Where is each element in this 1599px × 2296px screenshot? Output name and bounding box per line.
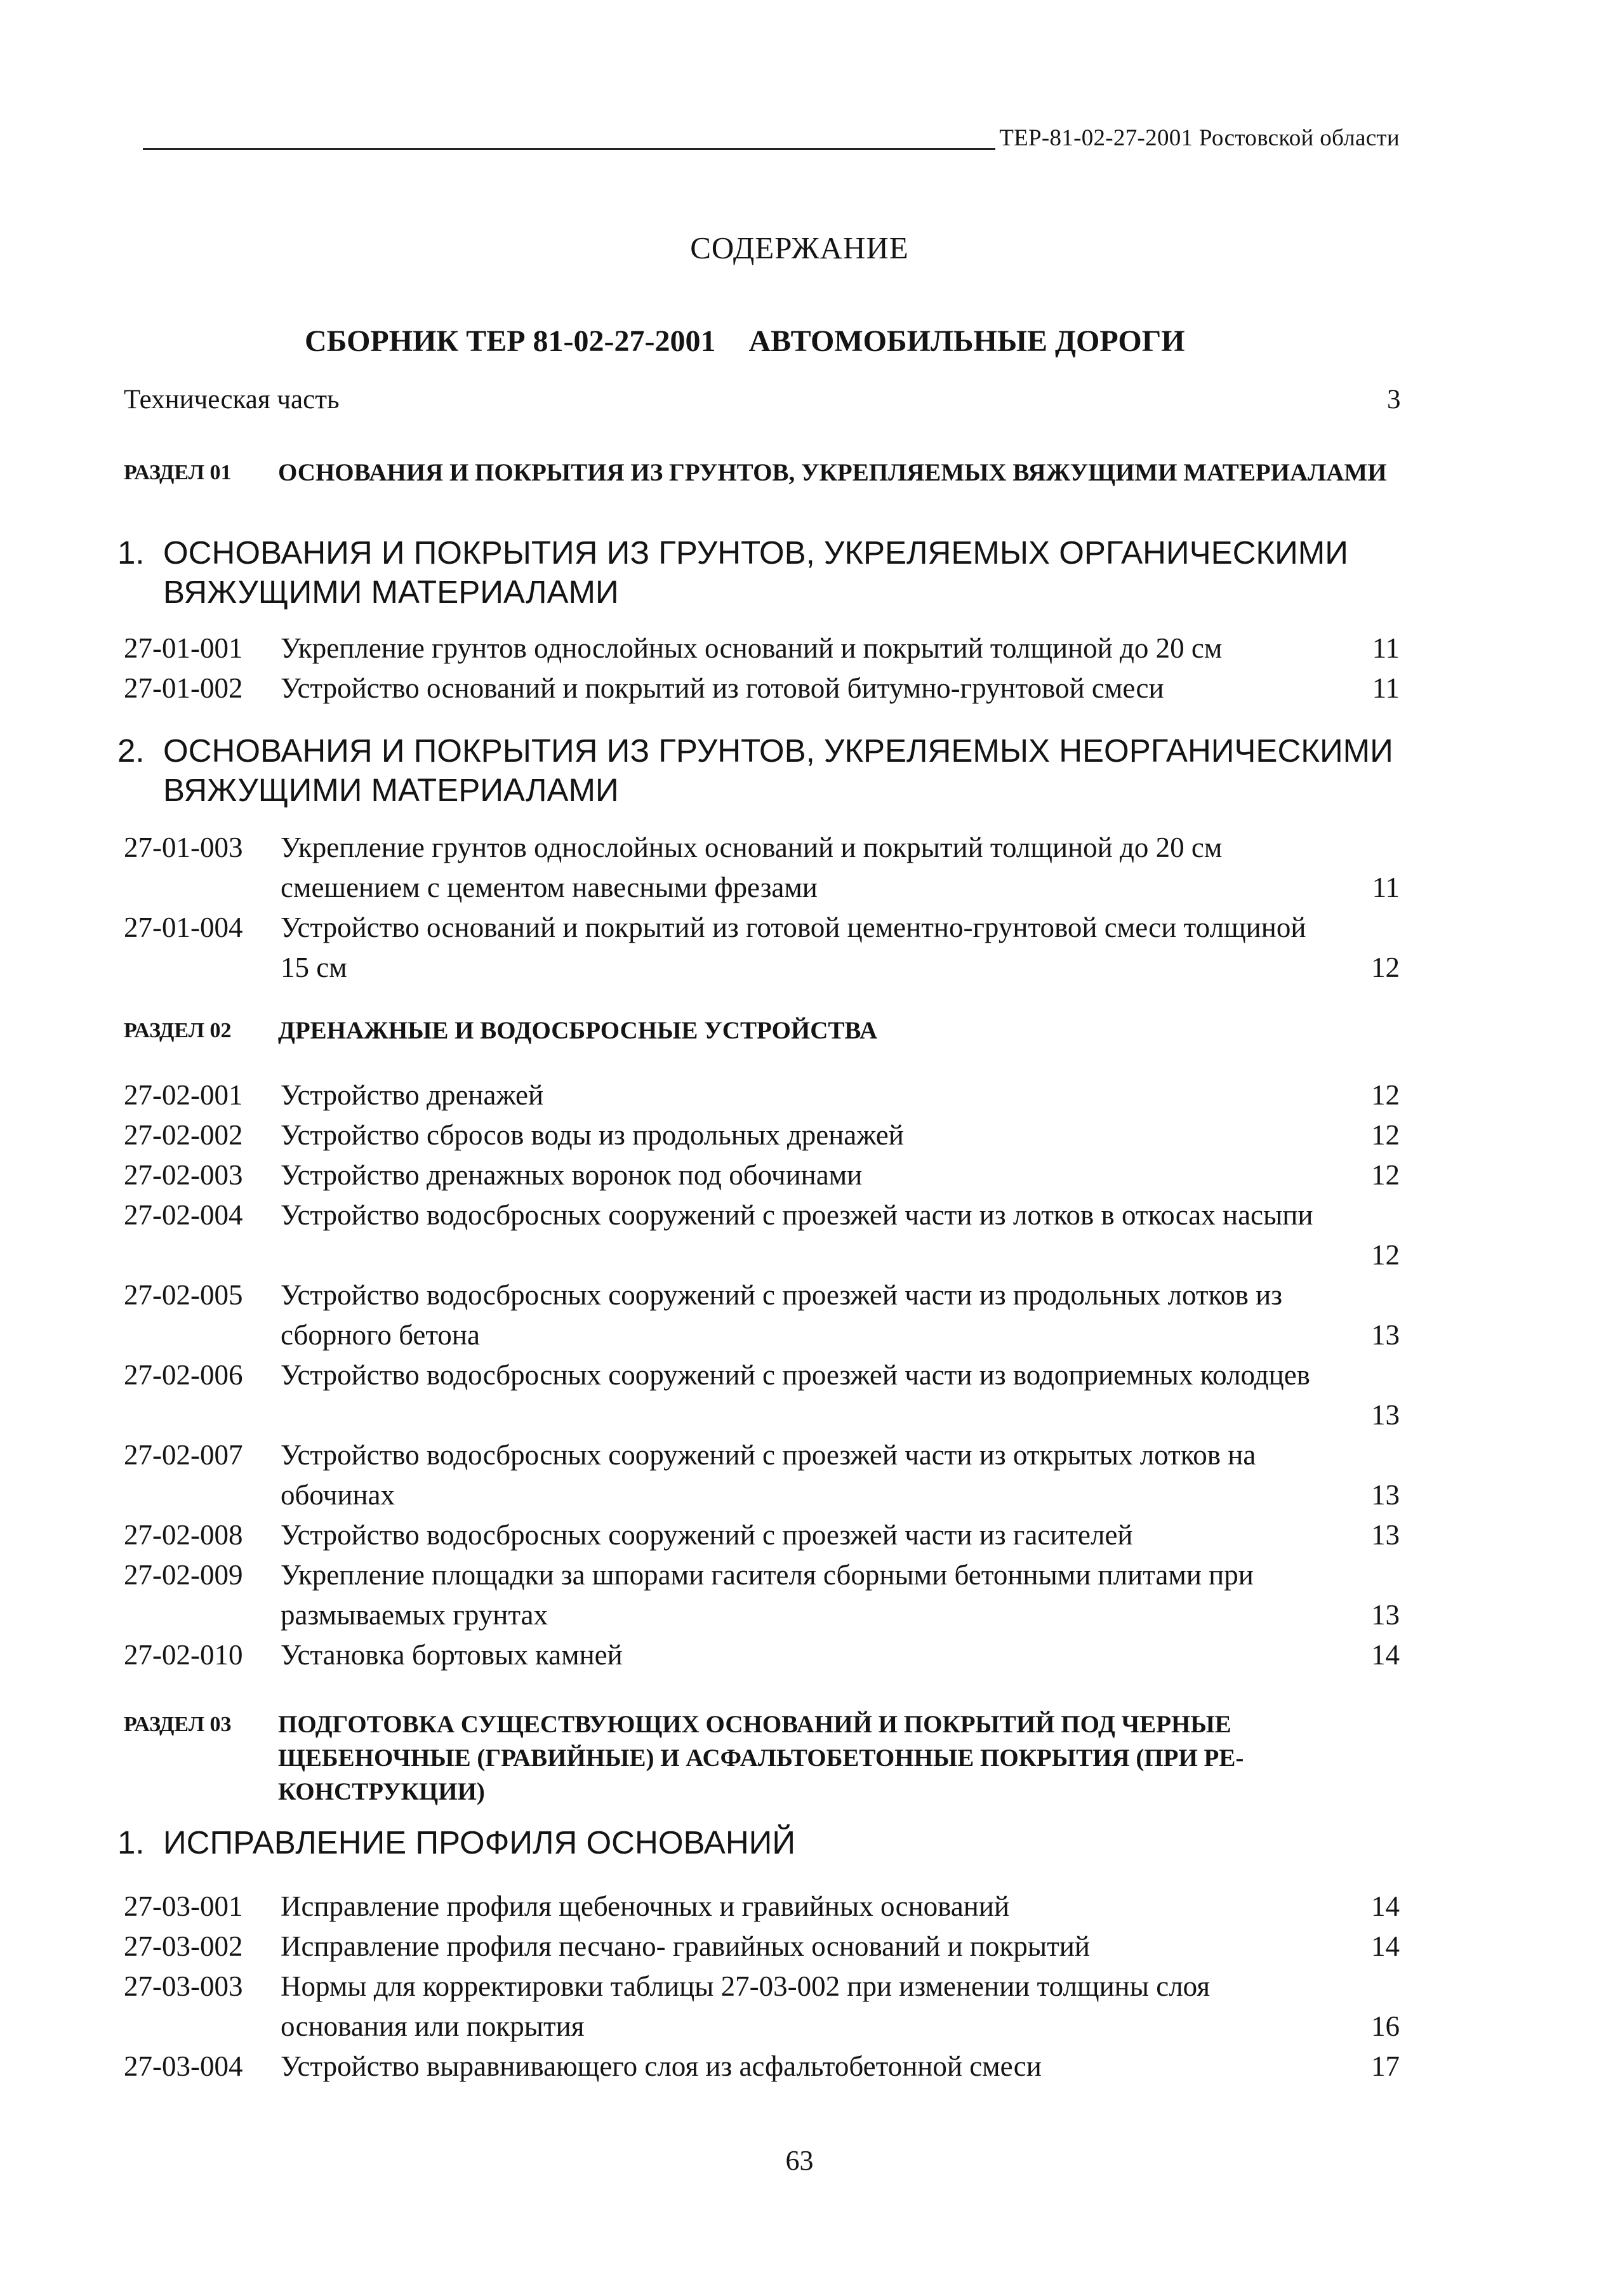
entry-code: 27-02-004 bbox=[124, 1199, 243, 1231]
entry-title: Укрепление грунтов однослойных оснований и покрытий толщиной до 20 см bbox=[281, 632, 1223, 664]
toc-entry[interactable] bbox=[124, 1515, 1400, 1555]
entry-code: 27-02-001 bbox=[124, 1079, 243, 1111]
entry-title: Укрепление площадки за шпорами гасителя сборными бетонными плитами при размываемых грунтах bbox=[281, 1559, 1254, 1631]
subsection-number: 1. bbox=[117, 534, 145, 571]
entry-code: 27-02-005 bbox=[124, 1279, 243, 1311]
entry-page: 11 bbox=[1372, 872, 1400, 903]
running-header bbox=[143, 124, 1400, 152]
entry-page: 13 bbox=[1371, 1519, 1400, 1551]
entry-title: Устройство водосбросных сооружений с проезжей части из открытых лотков на обочинах bbox=[281, 1439, 1256, 1511]
subsection-title: ИСПРАВЛЕНИЕ ПРОФИЛЯ ОСНОВАНИЙ bbox=[163, 1824, 795, 1861]
entry-page: 13 bbox=[1371, 1599, 1400, 1631]
entry-code: 27-03-004 bbox=[124, 2050, 243, 2082]
collection-title bbox=[305, 324, 1185, 359]
subsection-number: 1. bbox=[117, 1824, 145, 1861]
toc-entry[interactable] bbox=[124, 1967, 1400, 2047]
entry-code: 27-03-001 bbox=[124, 1890, 243, 1922]
entry-title: Установка бортовых камней bbox=[281, 1639, 623, 1671]
subsection-number: 2. bbox=[117, 733, 145, 769]
entry-page: 12 bbox=[1371, 1159, 1400, 1191]
toc-entry[interactable] bbox=[124, 908, 1400, 988]
subsection-title: ОСНОВАНИЯ И ПОКРЫТИЯ ИЗ ГРУНТОВ, УКРЕЛЯЕМЫХ НЕОРГАНИЧЕСКИМИ ВЯЖУЩИМИ МАТЕРИАЛАМИ bbox=[163, 733, 1393, 808]
entry-page: 14 bbox=[1371, 1890, 1400, 1922]
entry-code: 27-02-009 bbox=[124, 1559, 243, 1591]
toc-entry[interactable] bbox=[124, 1195, 1400, 1275]
toc-entry[interactable] bbox=[124, 1355, 1400, 1435]
entry-page: 17 bbox=[1371, 2050, 1400, 2082]
collection-name: АВТОМОБИЛЬНЫЕ ДОРОГИ bbox=[748, 324, 1185, 358]
entry-page: 16 bbox=[1371, 2010, 1400, 2042]
entry-title: Устройство дренажных воронок под обочинами bbox=[281, 1159, 863, 1191]
toc-entry[interactable] bbox=[124, 2047, 1400, 2087]
entry-code: 27-02-002 bbox=[124, 1119, 243, 1151]
entry-title: Исправление профиля песчано- гравийных оснований и покрытий bbox=[281, 1930, 1090, 1962]
entry-code: 27-01-003 bbox=[124, 832, 243, 863]
entry-title: Устройство водосбросных сооружений с проезжей части из гасителей bbox=[281, 1519, 1133, 1551]
entry-code: 27-02-010 bbox=[124, 1639, 243, 1671]
subsection-title: ОСНОВАНИЯ И ПОКРЫТИЯ ИЗ ГРУНТОВ, УКРЕЛЯЕМЫХ ОРГАНИЧЕСКИМИ ВЯЖУЩИМИ МАТЕРИАЛАМИ bbox=[163, 534, 1348, 610]
technical-part-label: Техническая часть bbox=[124, 385, 340, 415]
technical-part-page: 3 bbox=[1387, 385, 1401, 415]
toc-entry[interactable] bbox=[124, 828, 1400, 908]
collection-code: СБОРНИК ТЕР 81-02-27-2001 bbox=[305, 324, 716, 358]
section-code: РАЗДЕЛ 03 bbox=[124, 1713, 232, 1736]
entry-page: 11 bbox=[1372, 672, 1400, 704]
entry-code: 27-01-002 bbox=[124, 672, 243, 704]
page-title: СОДЕРЖАНИЕ bbox=[690, 230, 909, 265]
toc-entry[interactable] bbox=[124, 1275, 1400, 1355]
toc-entry[interactable] bbox=[124, 1155, 1400, 1195]
entry-title: Нормы для корректировки таблицы 27-03-002 при изменении толщины слоя основания или покрытия bbox=[281, 1970, 1211, 2042]
toc-entry[interactable] bbox=[124, 628, 1400, 668]
entry-title: Устройство оснований и покрытий из готовой цементно-грунтовой смеси толщиной 15 см bbox=[281, 912, 1306, 983]
entry-code: 27-03-002 bbox=[124, 1930, 243, 1962]
entry-page: 12 bbox=[1371, 1119, 1400, 1151]
toc-entry[interactable] bbox=[124, 1927, 1400, 1967]
entry-title: Устройство водосбросных сооружений с проезжей части из продольных лотков из сборного бетона bbox=[281, 1279, 1282, 1351]
entry-code: 27-01-004 bbox=[124, 912, 243, 943]
toc-entry[interactable] bbox=[124, 1635, 1400, 1675]
entry-title: Устройство водосбросных сооружений с проезжей части из лотков в откосах насыпи bbox=[281, 1199, 1313, 1231]
entry-title: Исправление профиля щебеночных и гравийных оснований bbox=[281, 1890, 1010, 1922]
entry-page: 13 bbox=[1371, 1479, 1400, 1511]
entry-title: Укрепление грунтов однослойных оснований и покрытий толщиной до 20 см смешением с цементом навесными фрезами bbox=[281, 832, 1223, 903]
toc-entry[interactable] bbox=[124, 1435, 1400, 1515]
entry-code: 27-02-006 bbox=[124, 1359, 243, 1391]
entry-page: 12 bbox=[1371, 1079, 1400, 1111]
toc-entry[interactable] bbox=[124, 1075, 1400, 1115]
toc-entry[interactable] bbox=[124, 668, 1400, 708]
page-number: 63 bbox=[785, 2145, 814, 2176]
entry-title: Устройство водосбросных сооружений с проезжей части из водоприемных колодцев bbox=[281, 1359, 1310, 1391]
entry-page: 14 bbox=[1371, 1639, 1400, 1671]
entry-code: 27-02-008 bbox=[124, 1519, 243, 1551]
section-title: ДРЕНАЖНЫЕ И ВОДОСБРОСНЫЕ УСТРОЙСТВА bbox=[278, 1017, 878, 1044]
entry-page: 11 bbox=[1372, 632, 1400, 664]
toc-entry[interactable] bbox=[124, 1555, 1400, 1635]
section-title: ПОДГОТОВКА СУЩЕСТВУЮЩИХ ОСНОВАНИЙ И ПОКРЫТИЙ ПОД ЧЕРНЫЕ ЩЕБЕНОЧНЫЕ (ГРАВИЙНЫЕ) И АСФАЛЬТОБЕТОННЫЕ ПОКРЫТИЯ (ПРИ РЕ-КОНСТРУКЦИИ) bbox=[278, 1711, 1244, 1805]
section-title: ОСНОВАНИЯ И ПОКРЫТИЯ ИЗ ГРУНТОВ, УКРЕПЛЯЕМЫХ ВЯЖУЩИМИ МАТЕРИАЛАМИ bbox=[278, 459, 1387, 486]
entry-title: Устройство оснований и покрытий из готовой битумно-грунтовой смеси bbox=[281, 672, 1164, 704]
entry-code: 27-02-003 bbox=[124, 1159, 243, 1191]
toc-entry[interactable] bbox=[124, 1887, 1400, 1927]
section-code: РАЗДЕЛ 01 bbox=[124, 461, 232, 484]
section-code: РАЗДЕЛ 02 bbox=[124, 1019, 232, 1042]
entry-code: 27-02-007 bbox=[124, 1439, 243, 1471]
entry-page: 13 bbox=[1371, 1319, 1400, 1351]
entry-title: Устройство выравнивающего слоя из асфальтобетонной смеси bbox=[281, 2050, 1042, 2082]
entry-title: Устройство сбросов воды из продольных дренажей bbox=[281, 1119, 904, 1151]
running-header-title: ТЕР-81-02-27-2001 Ростовской области bbox=[995, 124, 1400, 152]
toc-entry[interactable] bbox=[124, 1115, 1400, 1155]
entry-page: 12 bbox=[1371, 952, 1400, 983]
entry-title: Устройство дренажей bbox=[281, 1079, 544, 1111]
entry-page: 13 bbox=[1371, 1399, 1400, 1431]
entry-code: 27-03-003 bbox=[124, 1970, 243, 2002]
entry-page: 12 bbox=[1371, 1239, 1400, 1271]
entry-page: 14 bbox=[1371, 1930, 1400, 1962]
entry-code: 27-01-001 bbox=[124, 632, 243, 664]
